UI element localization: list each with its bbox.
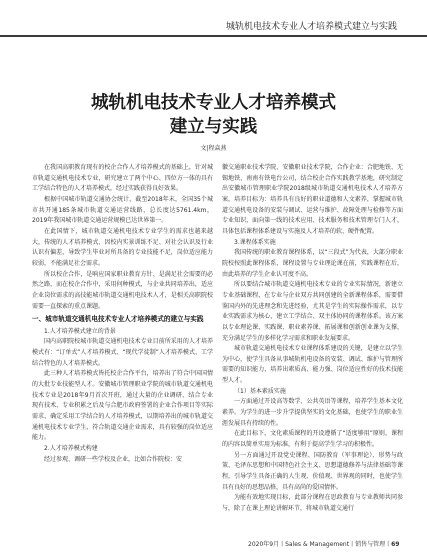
footer-journal-info: 2020年9月丨Sales & Management丨销售与管理丨 <box>248 541 392 548</box>
body-column-left <box>32 163 213 465</box>
subsection-heading: （1）基本素质实施 <box>234 387 286 395</box>
body-paragraph: 城市轨道交通机电技术专业课程体系建设的关键，是建立以学生为中心，使学生具备从事城轨机电设备的安装、调试、维护与管理所需要的知识能力，培养出素质高、能力强、岗位适应性好的技术技能型人才。 <box>222 345 403 385</box>
subsection-heading: 2.人才培养模式构建 <box>44 444 98 452</box>
body-paragraph: 为能有效地实现目标，此部分课程在思政教育与专业教师共同参与，除了在课上理论讲解环节，将城市轨道交通行 <box>222 494 403 512</box>
section-heading: 一、城市轨道交通机电技术专业人才培养模式的建立与实践 <box>32 315 204 324</box>
body-paragraph: 经过参观、调研一些学校及企业，比如合作院校：安 <box>44 455 183 463</box>
body-paragraph: 在我国高职教育现有的校企合作人才培养模式的基础上，针对城市轨道交通机电技术专业，研究建立了两个中心、四位方一体的具有工学结合特色的人才培养模式，经过实践获得良好效果。 <box>32 164 213 193</box>
body-paragraph: 徽交通职业技术学院、安徽职业技术学院，合作企业：合肥地铁、无锡地铁、南南有铁电台公司，结合校企合作实践教学基地，研究制定出安徽城市管理职业学院2018级城市轨道交通机电技术人才培养方案，培养目标为：培养具有良好的职业道德和人文素养，掌握城市轨道交通机电设备的安装与调试、运营与维护、故障处理与检修等方面专业知识，面向第一线的技术应用、技术服务和技术管理专门人才，具体包括课程体系建设与实施及人才培养的软、硬件配置。 <box>222 164 403 235</box>
article-title-line-1: 城轨机电技术专业人才培养模式 <box>91 93 336 113</box>
body-paragraph: 一方面通过开设高等数学、公共英语等课程，培养学生基本文化素养。为学生的进一步升学提供坚实的文化基础，也使学生的职业生涯发展具有持续的性。 <box>222 398 403 427</box>
body-paragraph: 我国传统的职业教育课程体系，以“三段式”为代表，大部分职业院校按照此课程体系，课程设置与专业理论课在前，实践课程在后，由此培养的学生企业认可度不高。 <box>222 249 403 278</box>
body-paragraph: 另一方面通过开设党史课程、国防教育（军事理论）、形势与政策、毛泽东思想和中国特色社会主义、思想道德修养与法律基础等课程，引导学生具备正确的人生观、价值观、世界观的同时，也使学生具有良好的思想品格，具有高尚的爱国情怀。 <box>222 451 403 491</box>
body-paragraph: 在此目标下，文化素质课程的开设遵循了“适度够用”原则，课程的内容以简单实用为标准，有利于提高学生学习的积极性。 <box>222 430 403 449</box>
body-paragraph: 在此国情下，城市轨道交通机电技术专业学生的需求也越来越大，传统的人才培养模式、因校内实景训练不足、对社会认识及行业认识有偏差，导致学生毕业对所具备的专业技能不足，岗位适应能力较弱，不能满足社会需求。 <box>32 227 213 267</box>
page-number: 69 <box>391 541 400 548</box>
author-byline: 文|程焱燕 <box>200 145 227 152</box>
body-paragraph: 根据中国城市轨道交通协会统计，截至2018年末，全国35个城市共开通185条城市轨道交通运营线路，总长度达5761.4km，2019年我国城市轨道交通运营规模已达世界第一。 <box>32 195 213 225</box>
body-column-right <box>222 163 403 515</box>
body-paragraph: 所以校企合作，是响应国家职业教育方针、是满足社会需要的必然之路，而在校企合作中，采用何种模式，与企业共同培养出，适应企业岗位需求的高技能城市轨道交通机电技术人才，是相关高职院校需要一直探索的重点课题。 <box>32 270 213 310</box>
body-paragraph: 所以要结合城市轨道交通机电技术专业的专业实际情况，新建立专业基础课程，在专业与企业双方共同创建的全新课程体系，需要借鉴国内外的先进理念和先进经验，尤其是学生的实际操作需求，以专业实践需求为核心，建立工学结合、双主体协同的课程体系。该方案以专业理论课、实践课、职业素养课、拓展课和创新创业课为支撑，充分满足学生的多样化学习需求和职业发展要求。 <box>222 281 403 342</box>
running-title: 城轨机电技术专业人才培养模式建立与实践 <box>225 22 397 32</box>
subsection-heading: 3.课程体系实施 <box>234 238 276 246</box>
header-rule <box>0 35 427 37</box>
body-paragraph: 国内高职院校城市轨道交通机电技术专业目前所采用的人才培养模式有：“订单式”人才培养模式、“现代学徒制”人才培养模式、工学结合特色的人才培养模式。 <box>32 338 213 367</box>
page-footer <box>248 541 399 549</box>
body-paragraph: 此三种人才培养模式皆托校企合作平台，培养出了符合中国国情的大批专业技能型人才。安徽城市管理职业学院的城市轨道交通机电技术专业是2018年9月首次开班，通过大量的企业调研、结合专业现有技术、专业积累之后及与合肥市政府签署的企业合作项目等实际需求，确定采用工学结合的人才培养模式，以期培养出的城市轨道交通机电技术专业学生，符合轨道交通企业需求，具有较强的岗位适应能力。 <box>32 370 213 442</box>
article-title-line-2: 建立与实践 <box>169 117 258 137</box>
page-header <box>0 0 427 44</box>
subsection-heading: 1.人才培养模式建立的背景 <box>44 327 116 335</box>
